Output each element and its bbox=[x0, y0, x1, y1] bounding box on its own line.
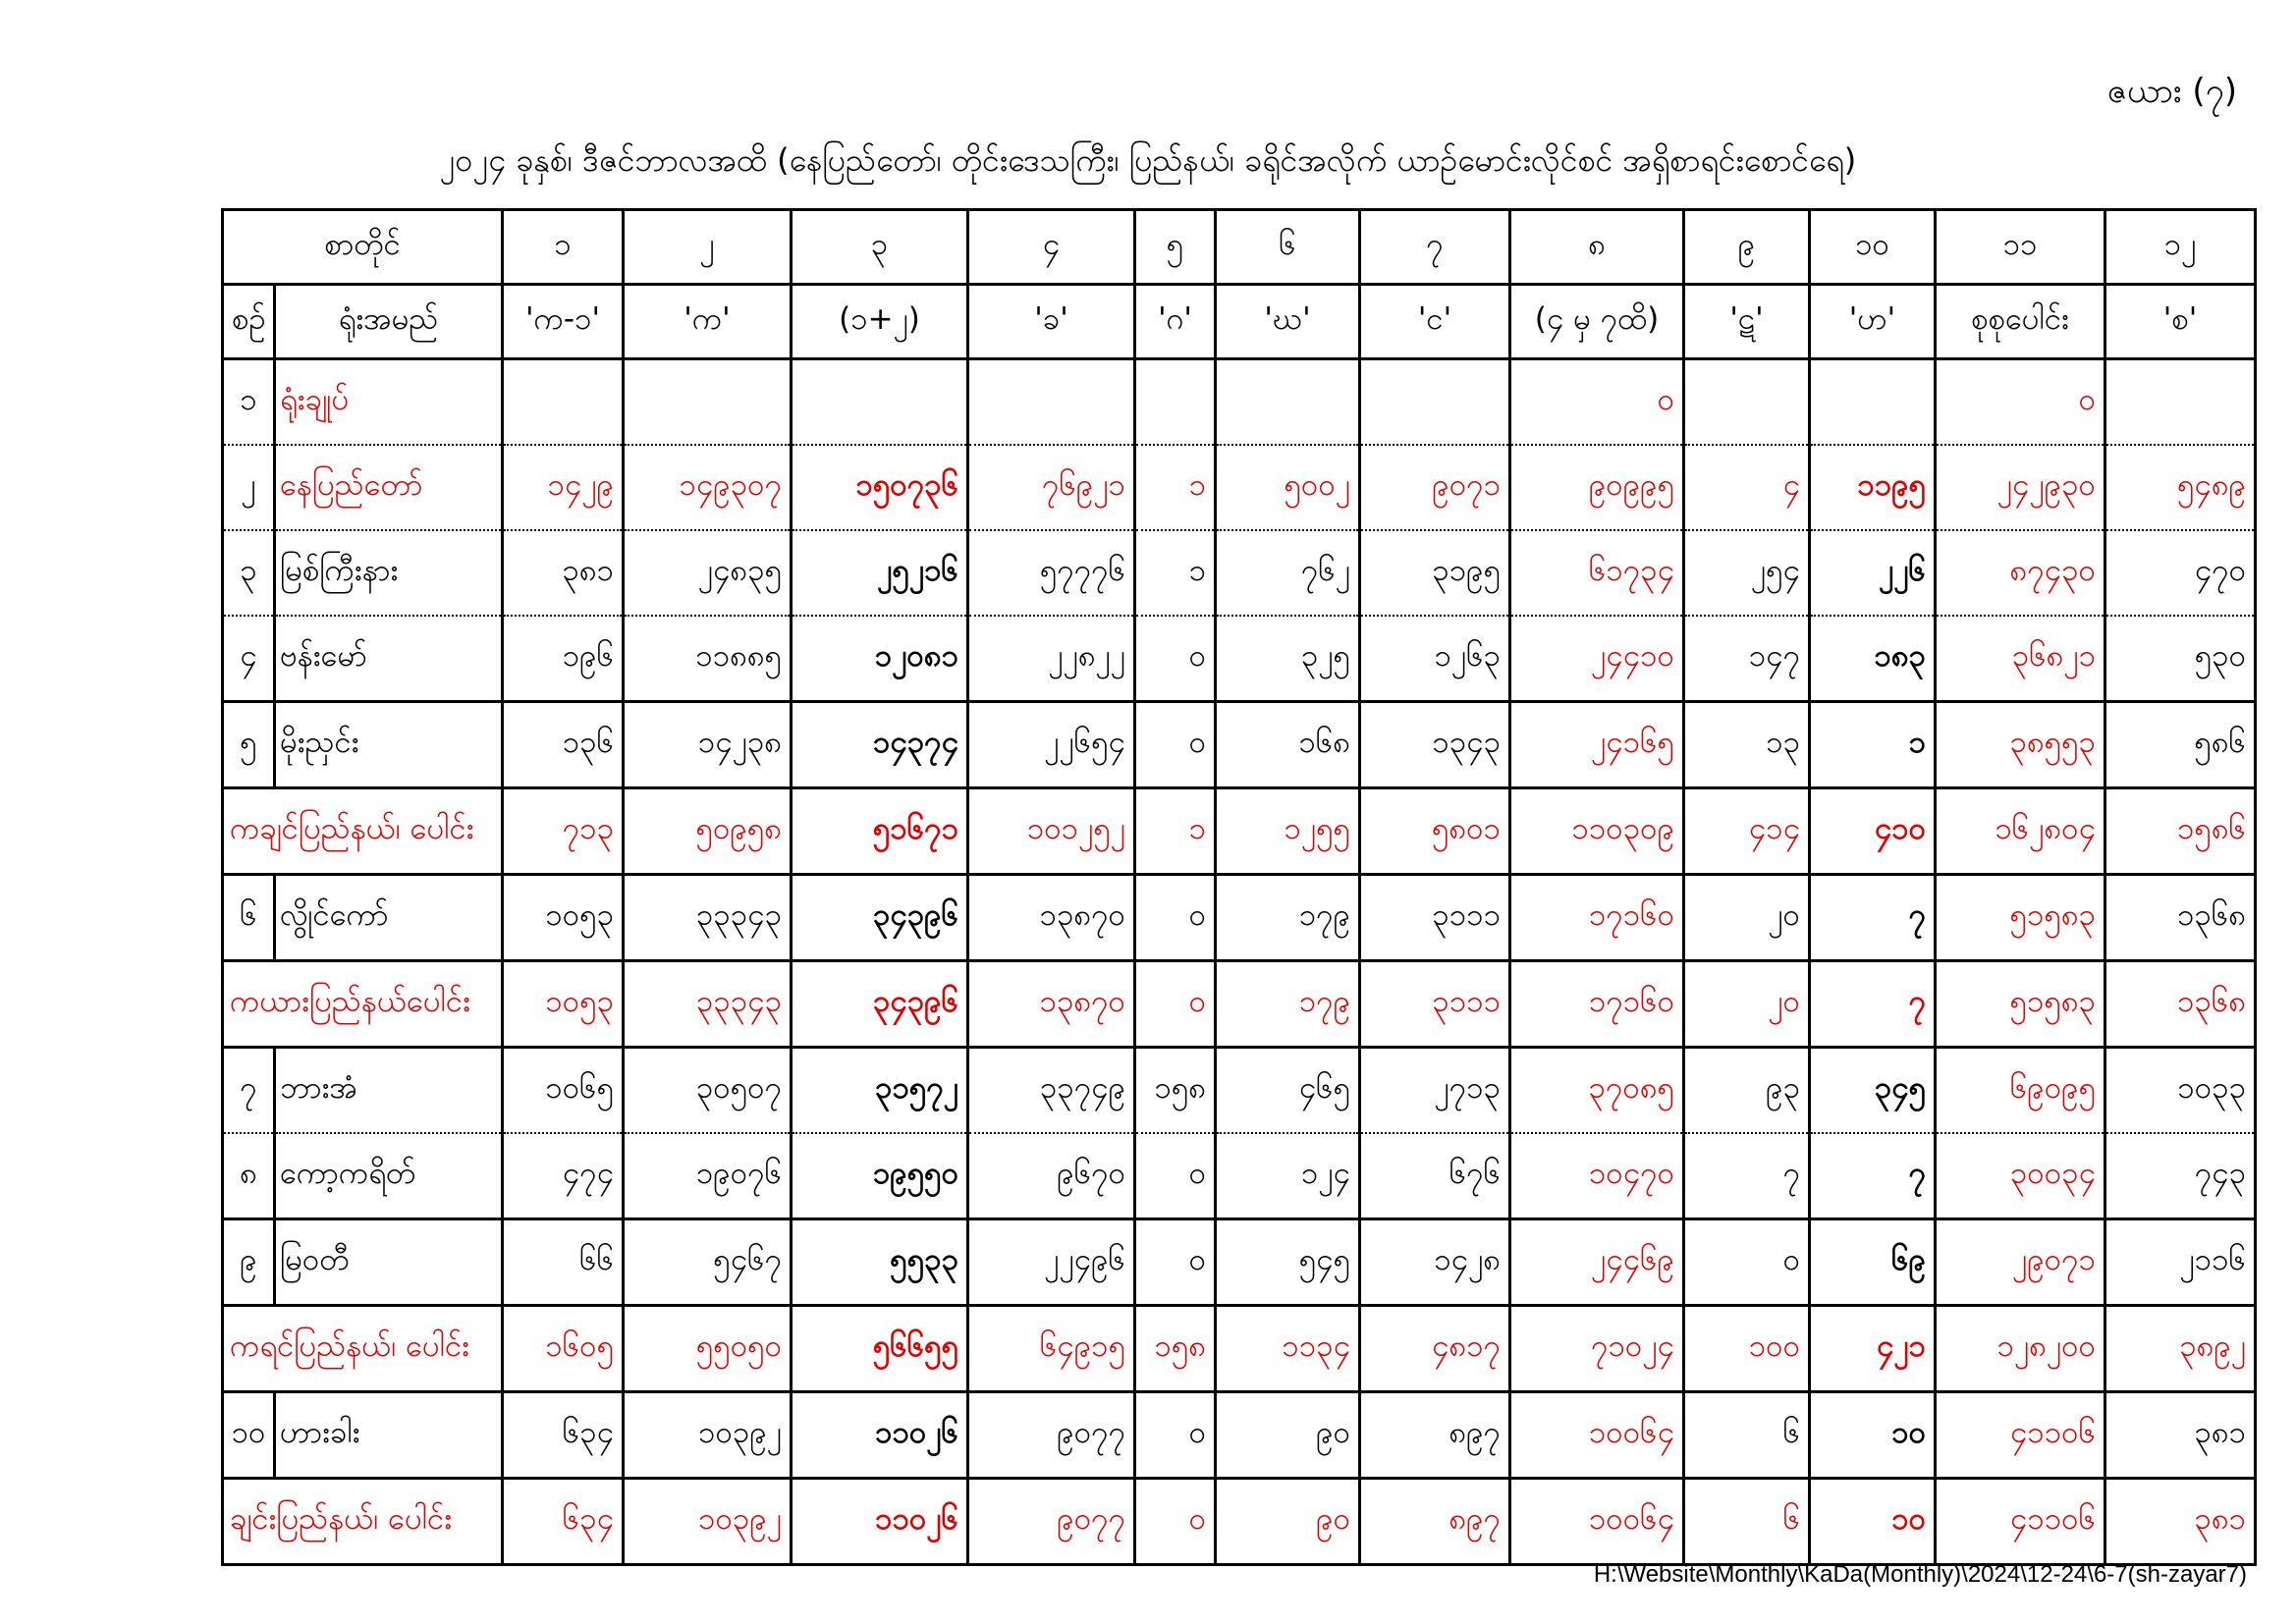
value-cell: ၁၄၂၈ bbox=[1360, 1219, 1510, 1306]
value-cell: ၈၇၄၃၀ bbox=[1936, 530, 2105, 616]
value-cell: ၅၀၀၂ bbox=[1216, 445, 1360, 530]
value-cell: ၁၆၈ bbox=[1216, 702, 1360, 788]
value-cell: ၁၁၃၄ bbox=[1216, 1306, 1360, 1392]
office-name: ဟားခါး bbox=[275, 1392, 503, 1479]
license-type-header: 'ဟ' bbox=[1810, 285, 1936, 359]
value-cell: ၄၁၄ bbox=[1684, 788, 1810, 875]
value-cell: ၄ bbox=[1684, 445, 1810, 530]
value-cell: ၁၀၆၅ bbox=[503, 1048, 624, 1134]
value-cell: ၅၀၉၅၈ bbox=[624, 788, 792, 875]
license-type-header: (၁+၂) bbox=[792, 285, 968, 359]
value-cell: ၅၄၆၇ bbox=[624, 1219, 792, 1306]
value-cell: ၇ bbox=[1810, 875, 1936, 961]
serial-number: ၃ bbox=[223, 530, 275, 616]
value-cell: ၄၁၁၀၆ bbox=[1936, 1392, 2105, 1479]
value-cell: ၆၆ bbox=[503, 1219, 624, 1306]
value-cell: ၃၃၃၄၃ bbox=[624, 961, 792, 1048]
office-name: လွိုင်ကော် bbox=[275, 875, 503, 961]
license-type-header: (၄ မှ ၇ထိ) bbox=[1510, 285, 1684, 359]
value-cell: ၁၁၈၈၅ bbox=[624, 616, 792, 702]
value-cell: ၂၀ bbox=[1684, 875, 1810, 961]
value-cell: ၀ bbox=[1510, 359, 1684, 446]
value-cell: ၂၉၀၇၁ bbox=[1936, 1219, 2105, 1306]
value-cell: ၆၄၉၁၅ bbox=[968, 1306, 1135, 1392]
value-cell: ၂၂၈၂၂ bbox=[968, 616, 1135, 702]
value-cell: ၄၇၄ bbox=[503, 1133, 624, 1219]
value-cell: ၁၅၈၆ bbox=[2105, 788, 2256, 875]
value-cell: ၂၂၆ bbox=[1810, 530, 1936, 616]
value-cell: ၇၆၂ bbox=[1216, 530, 1360, 616]
office-name: နေပြည်တော် bbox=[275, 445, 503, 530]
value-cell: ၁၉၆ bbox=[503, 616, 624, 702]
value-cell: ၁၀၅၃ bbox=[503, 875, 624, 961]
subtotal-row bbox=[223, 1306, 2256, 1392]
value-cell: ၉၀၇၇ bbox=[968, 1392, 1135, 1479]
value-cell: ၆၉ bbox=[1810, 1219, 1936, 1306]
value-cell: ၀ bbox=[1135, 1479, 1216, 1565]
column-number: ၁၂ bbox=[2105, 210, 2256, 285]
office-name: မြဝတီ bbox=[275, 1219, 503, 1306]
value-cell: ၀ bbox=[1936, 359, 2105, 446]
value-cell: ၁၁၀၂၆ bbox=[792, 1392, 968, 1479]
license-table bbox=[221, 208, 2257, 1566]
column-number: ၃ bbox=[792, 210, 968, 285]
value-cell: ၁၀၃၉၂ bbox=[624, 1392, 792, 1479]
value-cell: ၆၁၇၃၄ bbox=[1510, 530, 1684, 616]
value-cell: ၁ bbox=[1135, 530, 1216, 616]
serial-number: ၂ bbox=[223, 445, 275, 530]
serial-number: ၈ bbox=[223, 1133, 275, 1219]
value-cell bbox=[1810, 359, 1936, 446]
value-cell: ၁၀၁၂၅၂ bbox=[968, 788, 1135, 875]
value-cell: ၃၈၅၅၃ bbox=[1936, 702, 2105, 788]
value-cell: ၁၀၄၇၀ bbox=[1510, 1133, 1684, 1219]
serial-number: ၇ bbox=[223, 1048, 275, 1134]
value-cell: ၁၃၄၃ bbox=[1360, 702, 1510, 788]
value-cell: ၆၃၄ bbox=[503, 1479, 624, 1565]
license-type-header: 'က-၁' bbox=[503, 285, 624, 359]
value-cell: ၆ bbox=[1684, 1479, 1810, 1565]
value-cell: ၅၁၅၈၃ bbox=[1936, 875, 2105, 961]
value-cell: ၁၇၉ bbox=[1216, 875, 1360, 961]
value-cell: ၃၈၁ bbox=[2105, 1392, 2256, 1479]
value-cell: ၅၇၇၇၆ bbox=[968, 530, 1135, 616]
value-cell: ၁၀၅၃ bbox=[503, 961, 624, 1048]
value-cell: ၃၁၁၁ bbox=[1360, 875, 1510, 961]
value-cell: ၃၁၁၁ bbox=[1360, 961, 1510, 1048]
value-cell: ၁၂၀၈၁ bbox=[792, 616, 968, 702]
value-cell: ၂၄၄၁၀ bbox=[1510, 616, 1684, 702]
subtotal-label: ချင်းပြည်နယ်၊ ပေါင်း bbox=[223, 1479, 503, 1565]
column-number: ၆ bbox=[1216, 210, 1360, 285]
value-cell: ၁ bbox=[1135, 445, 1216, 530]
column-number: ၈ bbox=[1510, 210, 1684, 285]
table-row bbox=[223, 875, 2256, 961]
value-cell: ၂၄၄၆၉ bbox=[1510, 1219, 1684, 1306]
serial-number: ၅ bbox=[223, 702, 275, 788]
office-name: ဗန်းမော် bbox=[275, 616, 503, 702]
table-title: ၂၀၂၄ ခုနှစ်၊ ဒီဇင်ဘာလအထိ (နေပြည်တော်၊ တိုင်းဒေသကြီး၊ ပြည်နယ်၊ ခရိုင်အလိုက် ယာဉ်မောင်းလိုင်စင် အရှိစာရင်းစောင်ရေ) bbox=[439, 141, 1857, 179]
value-cell: ၅၄၈၉ bbox=[2105, 445, 2256, 530]
value-cell: ၃၇၀၈၅ bbox=[1510, 1048, 1684, 1134]
value-cell: ၂၂၆၅၄ bbox=[968, 702, 1135, 788]
value-cell bbox=[503, 359, 624, 446]
value-cell: ၂၅၄ bbox=[1684, 530, 1810, 616]
subtotal-label: ကရင်ပြည်နယ်၊ ပေါင်း bbox=[223, 1306, 503, 1392]
license-type-header: 'ဂ' bbox=[1135, 285, 1216, 359]
subtotal-row bbox=[223, 1479, 2256, 1565]
value-cell: ၅၃၀ bbox=[2105, 616, 2256, 702]
value-cell: ၃၄၃၉၆ bbox=[792, 875, 968, 961]
value-cell: ၁၃၈၇၀ bbox=[968, 875, 1135, 961]
value-cell: ၁၂၈၂၀၀ bbox=[1936, 1306, 2105, 1392]
license-table-wrapper bbox=[221, 208, 2252, 1566]
value-cell: ၅၁၆၇၁ bbox=[792, 788, 968, 875]
value-cell: ၁၀၀၆၄ bbox=[1510, 1392, 1684, 1479]
license-type-header: 'ဋ' bbox=[1684, 285, 1810, 359]
column-number: ၁ bbox=[503, 210, 624, 285]
value-cell: ၀ bbox=[1135, 961, 1216, 1048]
table-number-label: ဇယား (၇) bbox=[2106, 72, 2237, 111]
value-cell: ၆၃၄ bbox=[503, 1392, 624, 1479]
value-cell: ၁၃၈၇၀ bbox=[968, 961, 1135, 1048]
value-cell: ၂၂၄၉၆ bbox=[968, 1219, 1135, 1306]
value-cell bbox=[1135, 359, 1216, 446]
subtotal-label: ကယားပြည်နယ်ပေါင်း bbox=[223, 961, 503, 1048]
value-cell: ၁၀ bbox=[1810, 1479, 1936, 1565]
value-cell: ၇ bbox=[1810, 961, 1936, 1048]
license-type-header: 'င' bbox=[1360, 285, 1510, 359]
license-type-header: 'ခ' bbox=[968, 285, 1135, 359]
value-cell: ၁၇၉ bbox=[1216, 961, 1360, 1048]
subtotal-label: ကချင်ပြည်နယ်၊ ပေါင်း bbox=[223, 788, 503, 875]
value-cell: ၇၄၃ bbox=[2105, 1133, 2256, 1219]
office-name: မြစ်ကြီးနား bbox=[275, 530, 503, 616]
office-name: ကော့ကရိတ် bbox=[275, 1133, 503, 1219]
table-row bbox=[223, 1048, 2256, 1134]
subtotal-row bbox=[223, 788, 2256, 875]
value-cell bbox=[1360, 359, 1510, 446]
value-cell: ၁၂၄ bbox=[1216, 1133, 1360, 1219]
value-cell: ၇၁၀၂၄ bbox=[1510, 1306, 1684, 1392]
serial-number: ၄ bbox=[223, 616, 275, 702]
value-cell: ၅၅၃၃ bbox=[792, 1219, 968, 1306]
value-cell: ၅၆၆၅၅ bbox=[792, 1306, 968, 1392]
column-number: ၇ bbox=[1360, 210, 1510, 285]
value-cell: ၁၀၃၉၂ bbox=[624, 1479, 792, 1565]
value-cell: ၁၃၆ bbox=[503, 702, 624, 788]
column-number: ၁၀ bbox=[1810, 210, 1936, 285]
column-number: ၂ bbox=[624, 210, 792, 285]
value-cell: ၁၇၁၆၀ bbox=[1510, 961, 1684, 1048]
value-cell: ၁၇၁၆၀ bbox=[1510, 875, 1684, 961]
value-cell: ၂၄၂၉၃၀ bbox=[1936, 445, 2105, 530]
value-cell bbox=[624, 359, 792, 446]
value-cell: ၀ bbox=[1135, 1219, 1216, 1306]
value-cell: ၃၆၈၂၁ bbox=[1936, 616, 2105, 702]
column-number-label: စာတိုင် bbox=[223, 210, 503, 285]
serial-number: ၆ bbox=[223, 875, 275, 961]
value-cell: ၆၉၀၉၅ bbox=[1936, 1048, 2105, 1134]
value-cell: ၁ bbox=[1810, 702, 1936, 788]
value-cell: ၁၅၀၇၃၆ bbox=[792, 445, 968, 530]
value-cell: ၇ bbox=[1684, 1133, 1810, 1219]
value-cell: ၅၈၀၁ bbox=[1360, 788, 1510, 875]
value-cell: ၂၇၁၃ bbox=[1360, 1048, 1510, 1134]
file-path-footer: H:\Website\Monthly\KaDa(Monthly)\2024\12-24\6-7(sh-zayar7) bbox=[1593, 1561, 2247, 1588]
table-row bbox=[223, 1219, 2256, 1306]
office-name: ရုံးချုပ် bbox=[275, 359, 503, 446]
value-cell: ၄၆၅ bbox=[1216, 1048, 1360, 1134]
value-cell: ၃၁၉၅ bbox=[1360, 530, 1510, 616]
value-cell: ၃၄၃၉၆ bbox=[792, 961, 968, 1048]
table-row bbox=[223, 702, 2256, 788]
value-cell bbox=[968, 359, 1135, 446]
license-type-header: စုစုပေါင်း bbox=[1936, 285, 2105, 359]
value-cell: ၂၄၈၃၅ bbox=[624, 530, 792, 616]
license-type-header: 'က' bbox=[624, 285, 792, 359]
value-cell: ၃၃၇၄၉ bbox=[968, 1048, 1135, 1134]
value-cell: ၁၂၆၃ bbox=[1360, 616, 1510, 702]
value-cell bbox=[792, 359, 968, 446]
value-cell: ၁၅၈ bbox=[1135, 1306, 1216, 1392]
value-cell: ၆၇၆ bbox=[1360, 1133, 1510, 1219]
table-row bbox=[223, 1133, 2256, 1219]
value-cell: ၁၀၀၆၄ bbox=[1510, 1479, 1684, 1565]
value-cell: ၅၁၅၈၃ bbox=[1936, 961, 2105, 1048]
value-cell: ၁၃ bbox=[1684, 702, 1810, 788]
value-cell: ၃၃၃၄၃ bbox=[624, 875, 792, 961]
value-cell: ၁၀၀ bbox=[1684, 1306, 1810, 1392]
value-cell: ၃၄၅ bbox=[1810, 1048, 1936, 1134]
office-name-header: ရုံးအမည် bbox=[275, 285, 503, 359]
value-cell: ၉၃ bbox=[1684, 1048, 1810, 1134]
value-cell: ၆ bbox=[1684, 1392, 1810, 1479]
value-cell: ၁၅၈ bbox=[1135, 1048, 1216, 1134]
value-cell: ၉၀၇၇ bbox=[968, 1479, 1135, 1565]
value-cell: ၈၉၇ bbox=[1360, 1479, 1510, 1565]
serial-header: စဉ် bbox=[223, 285, 275, 359]
subtotal-row bbox=[223, 961, 2256, 1048]
value-cell bbox=[2105, 359, 2256, 446]
serial-number: ၁၀ bbox=[223, 1392, 275, 1479]
value-cell: ၁၀ bbox=[1810, 1392, 1936, 1479]
serial-number: ၉ bbox=[223, 1219, 275, 1306]
value-cell: ၉၀ bbox=[1216, 1392, 1360, 1479]
value-cell: ၄၈၁၇ bbox=[1360, 1306, 1510, 1392]
value-cell: ၂၅၂၁၆ bbox=[792, 530, 968, 616]
value-cell: ၄၁၀ bbox=[1810, 788, 1936, 875]
table-body bbox=[223, 210, 2256, 1565]
value-cell: ၇၁၃ bbox=[503, 788, 624, 875]
column-number: ၅ bbox=[1135, 210, 1216, 285]
value-cell: ၁၃၆၈ bbox=[2105, 961, 2256, 1048]
value-cell: ၁၁၀၃၀၉ bbox=[1510, 788, 1684, 875]
value-cell: ၁၉၅၅၀ bbox=[792, 1133, 968, 1219]
table-row bbox=[223, 530, 2256, 616]
value-cell: ၁၂၅၅ bbox=[1216, 788, 1360, 875]
value-cell: ၉၆၇၀ bbox=[968, 1133, 1135, 1219]
value-cell: ၁၃၆၈ bbox=[2105, 875, 2256, 961]
value-cell: ၁၄၂၉ bbox=[503, 445, 624, 530]
value-cell: ၅၅၀၅၀ bbox=[624, 1306, 792, 1392]
column-number: ၄ bbox=[968, 210, 1135, 285]
value-cell: ၁၄၂၃၈ bbox=[624, 702, 792, 788]
serial-number: ၁ bbox=[223, 359, 275, 446]
value-cell: ၂၁၁၆ bbox=[2105, 1219, 2256, 1306]
value-cell: ၁၁၉၅ bbox=[1810, 445, 1936, 530]
license-type-header: 'စ' bbox=[2105, 285, 2256, 359]
value-cell: ၁၉၀၇၆ bbox=[624, 1133, 792, 1219]
value-cell: ၃၀၀၃၄ bbox=[1936, 1133, 2105, 1219]
column-number: ၁၁ bbox=[1936, 210, 2105, 285]
value-cell: ၄၁၁၀၆ bbox=[1936, 1479, 2105, 1565]
value-cell: ၀ bbox=[1135, 616, 1216, 702]
value-cell bbox=[1216, 359, 1360, 446]
license-type-header: 'ဃ' bbox=[1216, 285, 1360, 359]
value-cell: ၁၄၉၃၀၇ bbox=[624, 445, 792, 530]
table-row bbox=[223, 1392, 2256, 1479]
value-cell: ၀ bbox=[1135, 702, 1216, 788]
column-number: ၉ bbox=[1684, 210, 1810, 285]
value-cell: ၃၈၁ bbox=[503, 530, 624, 616]
value-cell: ၉၀၇၁ bbox=[1360, 445, 1510, 530]
table-row bbox=[223, 445, 2256, 530]
value-cell: ၄၂၁ bbox=[1810, 1306, 1936, 1392]
value-cell: ၁၁၀၂၆ bbox=[792, 1479, 968, 1565]
value-cell: ၇၆၉၂၁ bbox=[968, 445, 1135, 530]
value-cell: ၃၈၁ bbox=[2105, 1479, 2256, 1565]
office-name: မိုးညှင်း bbox=[275, 702, 503, 788]
column-number-row bbox=[223, 210, 2256, 285]
column-type-row bbox=[223, 285, 2256, 359]
value-cell: ၇ bbox=[1810, 1133, 1936, 1219]
table-row bbox=[223, 616, 2256, 702]
value-cell: ၉၀၉၉၅ bbox=[1510, 445, 1684, 530]
value-cell: ၅၄၅ bbox=[1216, 1219, 1360, 1306]
value-cell: ၁၄၃၇၄ bbox=[792, 702, 968, 788]
value-cell: ၀ bbox=[1135, 875, 1216, 961]
value-cell: ၁၀၃၃ bbox=[2105, 1048, 2256, 1134]
value-cell: ၂၄၁၆၅ bbox=[1510, 702, 1684, 788]
value-cell: ၈၉၇ bbox=[1360, 1392, 1510, 1479]
value-cell: ၅၈၆ bbox=[2105, 702, 2256, 788]
value-cell: ၃၈၉၂ bbox=[2105, 1306, 2256, 1392]
value-cell: ၃၀၅၀၇ bbox=[624, 1048, 792, 1134]
value-cell: ၄၇၀ bbox=[2105, 530, 2256, 616]
value-cell: ၁၄၇ bbox=[1684, 616, 1810, 702]
value-cell: ၁၈၃ bbox=[1810, 616, 1936, 702]
value-cell: ၀ bbox=[1684, 1219, 1810, 1306]
value-cell: ၉၀ bbox=[1216, 1479, 1360, 1565]
value-cell: ၁၆၂၈၀၄ bbox=[1936, 788, 2105, 875]
value-cell: ၀ bbox=[1135, 1133, 1216, 1219]
value-cell: ၃၂၅ bbox=[1216, 616, 1360, 702]
value-cell: ၁ bbox=[1135, 788, 1216, 875]
value-cell: ၃၁၅၇၂ bbox=[792, 1048, 968, 1134]
table-row bbox=[223, 359, 2256, 446]
value-cell: ၁၆၀၅ bbox=[503, 1306, 624, 1392]
value-cell: ၀ bbox=[1135, 1392, 1216, 1479]
value-cell: ၂၀ bbox=[1684, 961, 1810, 1048]
office-name: ဘားအံ bbox=[275, 1048, 503, 1134]
value-cell bbox=[1684, 359, 1810, 446]
